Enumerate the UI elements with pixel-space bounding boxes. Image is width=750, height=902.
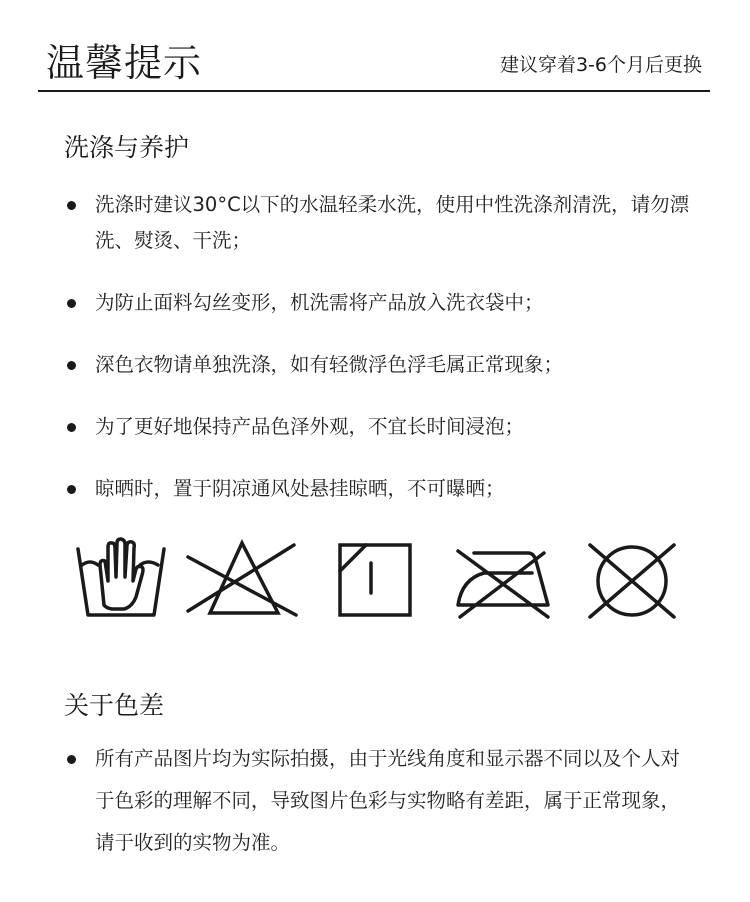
- shade-dry-icon: [336, 535, 416, 625]
- care-item-text: 洗涤时建议30°C以下的水温轻柔水洗，使用中性洗涤剂清洗，请勿漂洗、熨烫、干洗；: [95, 193, 690, 252]
- care-section-title: 洗涤与养护: [64, 133, 190, 162]
- no-iron-icon: [454, 535, 554, 625]
- no-dry-clean-icon: [584, 535, 684, 625]
- color-list: [64, 738, 684, 864]
- care-item-text: 晾晒时，置于阴凉通风处悬挂晾晒，不可曝晒；: [95, 477, 505, 500]
- care-item-text: 深色衣物请单独洗涤，如有轻微浮色浮毛属正常现象；: [95, 353, 564, 376]
- care-item-text: 为防止面料勾丝变形，机洗需将产品放入洗衣袋中；: [95, 291, 544, 314]
- list-item: [64, 409, 704, 445]
- list-item: [64, 347, 704, 383]
- bullet: [67, 299, 76, 308]
- bullet: [67, 361, 76, 370]
- list-item: [64, 285, 704, 321]
- color-item-text: 所有产品图片均为实际拍摄，由于光线角度和显示器不同以及个人对于色彩的理解不同，导致图片色彩与实物略有差距，属于正常现象，请于收到的实物为准。: [95, 747, 681, 854]
- replacement-note: 建议穿着3-6个月后更换: [499, 54, 702, 76]
- page-title: 温馨提示: [46, 41, 203, 85]
- care-list: [64, 187, 704, 533]
- bullet: [67, 755, 76, 764]
- care-item-text: 为了更好地保持产品色泽外观，不宜长时间浸泡；: [95, 415, 525, 438]
- bullet: [67, 201, 76, 210]
- bullet: [67, 485, 76, 494]
- hand-wash-icon: [70, 535, 170, 625]
- color-section-title: 关于色差: [64, 691, 165, 720]
- list-item: [64, 738, 684, 864]
- header: [38, 20, 710, 92]
- no-bleach-icon: [182, 535, 302, 625]
- care-symbols: [70, 535, 690, 625]
- list-item: [64, 187, 695, 259]
- list-item: [64, 471, 704, 507]
- bullet: [67, 423, 76, 432]
